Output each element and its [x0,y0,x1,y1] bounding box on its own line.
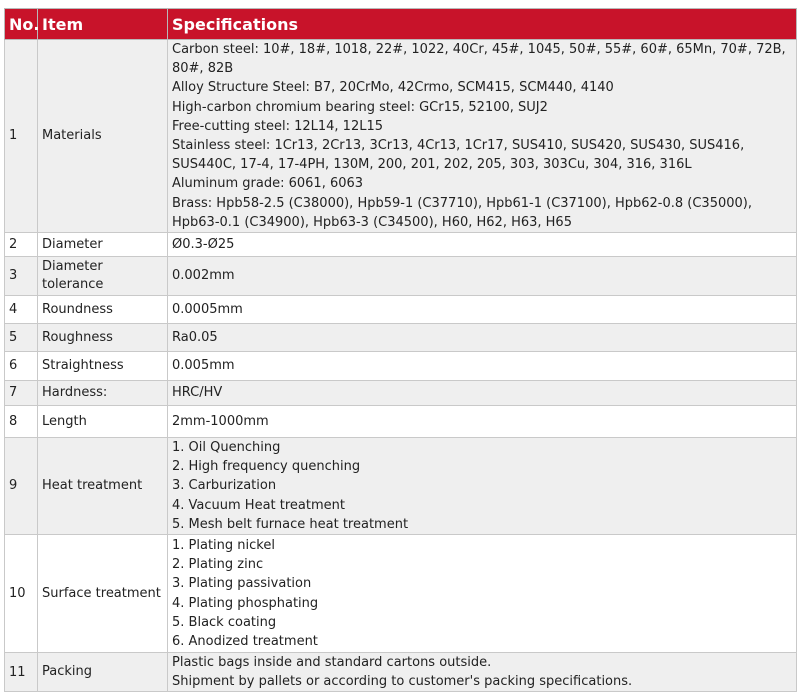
spec-line: 3. Carburization [172,478,277,494]
row-spec [168,535,797,653]
table-row [5,233,797,257]
spec-line: 2. High frequency quenching [172,459,361,475]
row-spec [168,381,797,406]
spec-line: Brass: Hpb58-2.5 (C38000), Hpb59-1 (C37710), Hpb61-1 (C37100), Hpb62-0.8 (C35000), Hpb63-0.1 (C34900), Hpb63-3 (C34500), H60, H62, H63, H65 [172,195,752,230]
row-spec [168,40,797,233]
spec-line: Ø0.3-Ø25 [172,236,235,252]
row-item: Materials [38,40,168,233]
table-row [5,438,797,535]
row-item: Diameter [38,233,168,257]
spec-line: Stainless steel: 1Cr13, 2Cr13, 3Cr13, 4Cr13, 1Cr17, SUS410, SUS420, SUS430, SUS416, SUS440C, 17-4, 17-4PH, 130M, 200, 201, 202, 205, 303, 303Cu, 304, 316, 316L [172,138,745,173]
row-item: Diameter tolerance [38,257,168,296]
row-spec [168,233,797,257]
table-row [5,381,797,406]
spec-line: 4. Plating phosphating [172,595,319,611]
header-no: No. [5,9,38,40]
spec-line: 0.002mm [172,268,235,284]
table-row [5,324,797,352]
spec-line: 6. Anodized treatment [172,633,318,649]
table-row [5,352,797,381]
table-row [5,535,797,653]
table-row [5,257,797,296]
row-spec [168,324,797,352]
table-row [5,653,797,692]
header-specifications: Specifications [168,9,797,40]
spec-line: 1. Oil Quenching [172,440,281,456]
row-spec [168,296,797,324]
spec-line: 2. Plating zinc [172,557,264,573]
row-number: 3 [5,257,38,296]
spec-line: 4. Vacuum Heat treatment [172,497,345,513]
row-spec [168,257,797,296]
row-number: 2 [5,233,38,257]
row-number: 6 [5,352,38,381]
table-row [5,40,797,233]
row-item: Heat treatment [38,438,168,535]
spec-line: HRC/HV [172,385,223,401]
row-item: Straightness [38,352,168,381]
row-number: 9 [5,438,38,535]
row-number: 10 [5,535,38,653]
spec-line: Alloy Structure Steel: B7, 20CrMo, 42Crmo, SCM415, SCM440, 4140 [172,80,614,96]
spec-table [4,8,797,692]
spec-line: 0.005mm [172,358,235,374]
row-item: Roughness [38,324,168,352]
spec-line: 5. Mesh belt furnace heat treatment [172,516,409,532]
header-row [5,9,797,40]
spec-line: Shipment by pallets or according to customer's packing specifications. [172,674,633,690]
row-item: Roundness [38,296,168,324]
row-item: Length [38,406,168,438]
spec-table-container [4,8,796,692]
spec-line: 0.0005mm [172,301,243,317]
spec-line: 5. Black coating [172,614,277,630]
table-row [5,406,797,438]
spec-line: Ra0.05 [172,329,218,345]
spec-line: Free-cutting steel: 12L14, 12L15 [172,118,384,134]
row-spec [168,653,797,692]
row-item: Packing [38,653,168,692]
row-spec [168,352,797,381]
row-number: 8 [5,406,38,438]
header-item: Item [38,9,168,40]
spec-line: High-carbon chromium bearing steel: GCr15, 52100, SUJ2 [172,99,548,115]
row-number: 11 [5,653,38,692]
row-item: Surface treatment [38,535,168,653]
row-number: 1 [5,40,38,233]
spec-line: 2mm-1000mm [172,413,269,429]
row-number: 5 [5,324,38,352]
row-number: 4 [5,296,38,324]
spec-line: Plastic bags inside and standard cartons outside. [172,655,492,671]
table-row [5,296,797,324]
spec-line: 1. Plating nickel [172,537,275,553]
row-number: 7 [5,381,38,406]
spec-line: 3. Plating passivation [172,576,312,592]
row-spec [168,438,797,535]
spec-line: Aluminum grade: 6061, 6063 [172,176,364,192]
row-item: Hardness: [38,381,168,406]
spec-line: Carbon steel: 10#, 18#, 1018, 22#, 1022, 40Cr, 45#, 1045, 50#, 55#, 60#, 65Mn, 70#, 72B, 80#, 82B [172,42,786,77]
row-spec [168,406,797,438]
